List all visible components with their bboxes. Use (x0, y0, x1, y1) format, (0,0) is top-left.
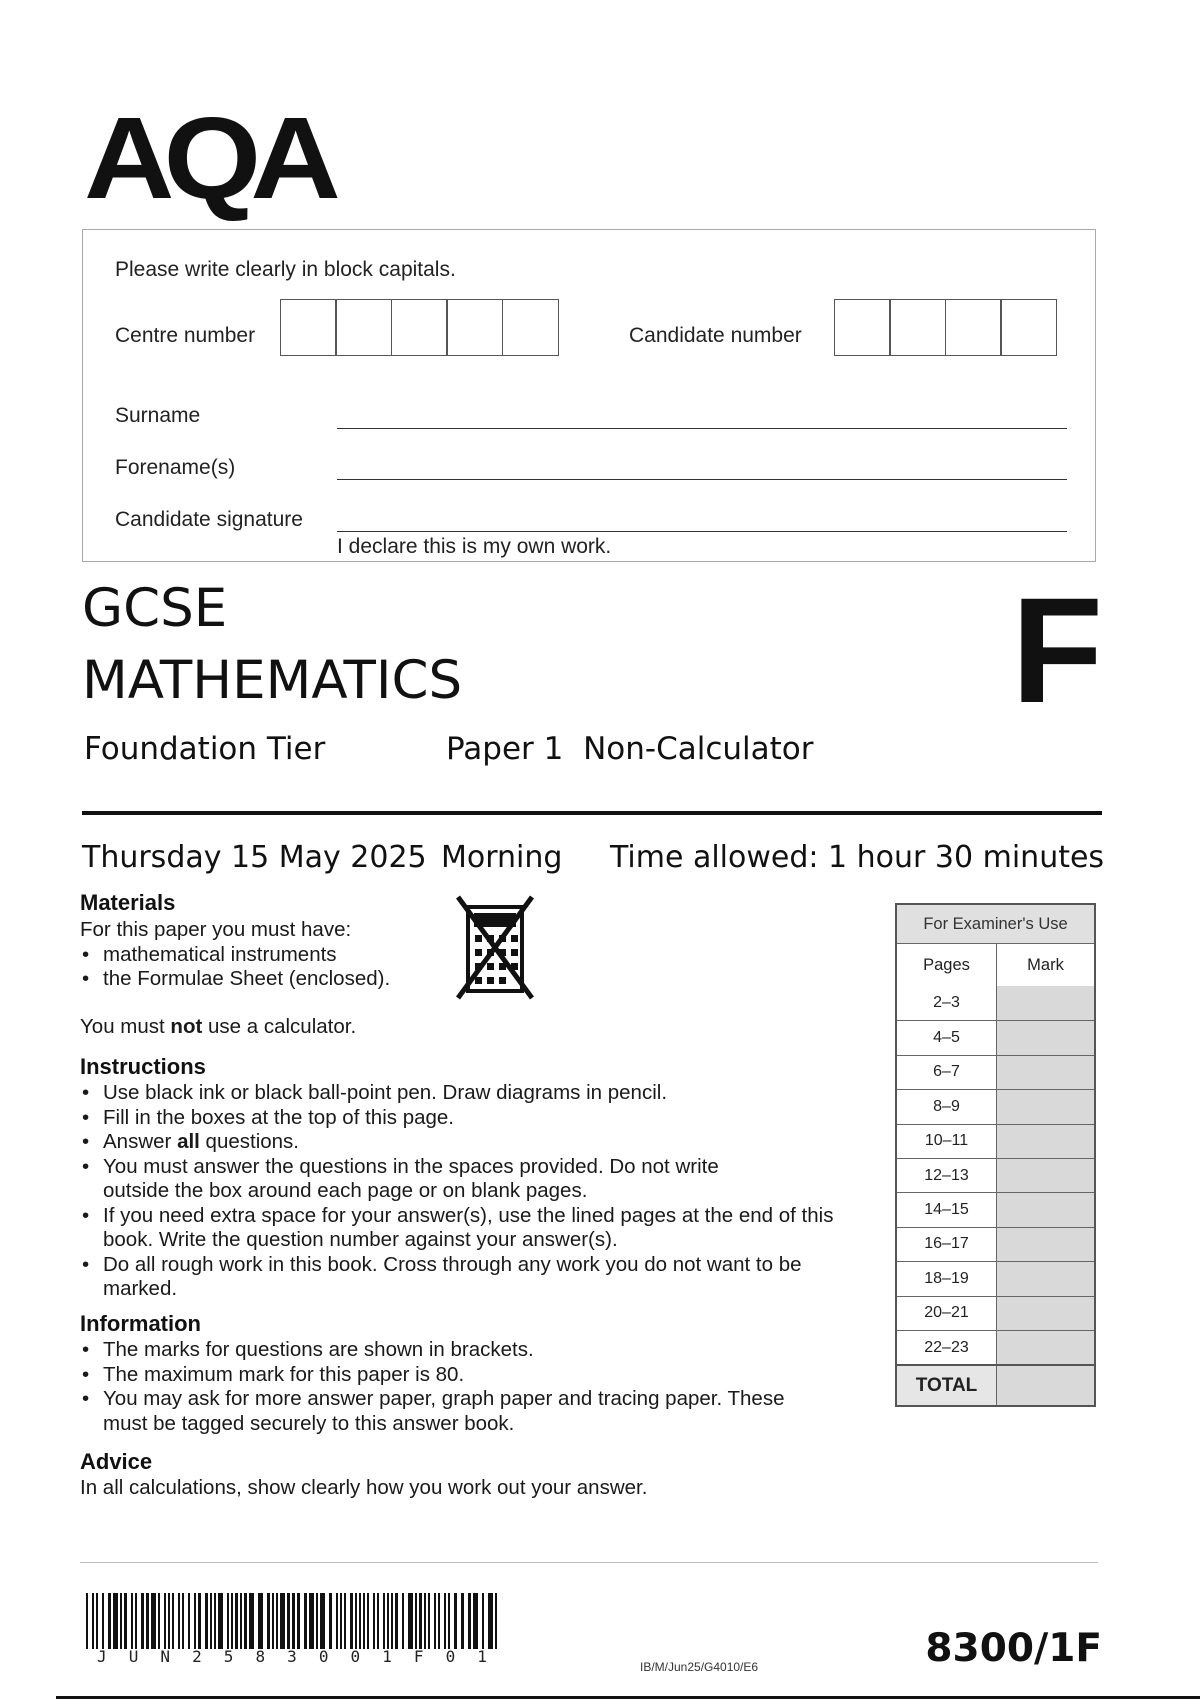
barcode-bar (336, 1593, 338, 1649)
information-heading: Information (80, 1311, 201, 1336)
mark-cell (997, 1125, 1094, 1158)
barcode-bar (124, 1593, 127, 1649)
centre-number-label: Centre number (115, 324, 256, 347)
barcode-bar (188, 1593, 190, 1649)
pages-cell: 10–11 (897, 1125, 997, 1158)
advice-heading: Advice (80, 1449, 153, 1474)
candidate-digit-box[interactable] (889, 299, 946, 356)
barcode-bar (258, 1593, 263, 1649)
barcode (86, 1593, 498, 1649)
list-item: • the Formulae Sheet (enclosed). (103, 967, 440, 992)
paper-code: 8300/1F (925, 1626, 1102, 1671)
barcode-digit: F (413, 1647, 424, 1666)
centre-digit-box[interactable] (502, 299, 559, 356)
barcode-bar (92, 1593, 94, 1649)
examiners-use-table (895, 903, 1096, 1407)
barcode-digit: U (128, 1647, 139, 1666)
pages-cell: 6–7 (897, 1056, 997, 1089)
barcode-digit: 2 (192, 1647, 202, 1666)
exam-session: Morning (441, 840, 563, 875)
table-row (897, 1330, 1094, 1364)
barcode-bar (367, 1593, 369, 1649)
calculator-notice-pre: You must (80, 1015, 171, 1038)
barcode-bar (329, 1593, 332, 1649)
barcode-bar (468, 1593, 471, 1649)
pages-cell: 8–9 (897, 1090, 997, 1123)
barcode-bar (373, 1593, 375, 1649)
barcode-bar (214, 1593, 216, 1649)
mark-cell (997, 1193, 1094, 1226)
barcode-bar (240, 1593, 242, 1649)
candidate-digit-box[interactable] (1000, 299, 1057, 356)
barcode-bar (102, 1593, 104, 1649)
barcode-digit: 1 (477, 1647, 487, 1666)
barcode-bar (131, 1593, 133, 1649)
centre-number-boxes[interactable] (281, 299, 559, 356)
barcode-bar (395, 1593, 398, 1649)
barcode-bar (297, 1593, 300, 1649)
barcode-digit: 1 (382, 1647, 392, 1666)
barcode-bar (96, 1593, 98, 1649)
materials-list (80, 943, 440, 992)
barcode-digit: 5 (223, 1647, 234, 1666)
barcode-bar (168, 1593, 170, 1649)
barcode-bar (359, 1593, 361, 1649)
barcode-bar (210, 1593, 212, 1649)
barcode-bar (86, 1593, 88, 1649)
instructions-list (80, 1081, 850, 1302)
list-item: • If you need extra space for your answer(s), use the lined pages at the end of this book. Write the question number against your answer(s). (103, 1204, 843, 1253)
mark-cell (997, 1021, 1094, 1054)
barcode-bar (235, 1593, 238, 1649)
mark-cell (997, 1056, 1094, 1089)
pages-cell: 22–23 (897, 1331, 997, 1364)
list-item (103, 1130, 850, 1155)
barcode-bar (363, 1593, 365, 1649)
barcode-bar (377, 1593, 379, 1649)
barcode-bar (488, 1593, 493, 1649)
signature-field[interactable] (337, 531, 1067, 532)
mark-cell (997, 1228, 1094, 1261)
instruction-text: questions. (199, 1130, 300, 1153)
table-row (897, 1158, 1094, 1192)
barcode-bar (113, 1593, 118, 1649)
barcode-bar (227, 1593, 229, 1649)
declaration-text: I declare this is my own work. (337, 535, 612, 558)
table-row (897, 1055, 1094, 1089)
barcode-bar (415, 1593, 417, 1649)
barcode-bar (408, 1593, 413, 1649)
table-row (897, 1227, 1094, 1261)
materials-heading: Materials (80, 890, 176, 915)
instruction-text: Answer (103, 1130, 178, 1153)
barcode-bar (267, 1593, 270, 1649)
pages-cell: 12–13 (897, 1159, 997, 1192)
calculator-notice-post: use a calculator. (202, 1015, 357, 1038)
barcode-bar (320, 1593, 325, 1649)
pages-cell: 4–5 (897, 1021, 997, 1054)
list-item: • The marks for questions are shown in brackets. (103, 1338, 800, 1363)
barcode-bar (205, 1593, 208, 1649)
barcode-bar (198, 1593, 201, 1649)
signature-label: Candidate signature (115, 508, 303, 531)
barcode-bar (218, 1593, 223, 1649)
barcode-digit: 0 (445, 1647, 456, 1666)
surname-field[interactable] (337, 428, 1067, 429)
barcode-bar (280, 1593, 285, 1649)
paper-name: Paper 1 Non-Calculator (446, 731, 814, 767)
table-row (897, 1020, 1094, 1054)
total-row (897, 1364, 1094, 1405)
candidate-number-label: Candidate number (629, 324, 802, 347)
barcode-bar (454, 1593, 457, 1649)
total-label: TOTAL (897, 1366, 997, 1405)
table-row (897, 1192, 1094, 1226)
barcode-digit: 8 (255, 1647, 266, 1666)
barcode-bar (151, 1593, 156, 1649)
list-item: • Fill in the boxes at the top of this page. (103, 1106, 850, 1131)
barcode-bar (146, 1593, 149, 1649)
barcode-bar (344, 1593, 346, 1649)
centre-digit-box[interactable] (446, 299, 503, 356)
table-header-row (897, 943, 1094, 986)
instructions-heading: Instructions (80, 1054, 206, 1079)
exam-date: Thursday 15 May 2025 (82, 840, 427, 875)
barcode-bar (495, 1593, 497, 1649)
barcode-bar (309, 1593, 314, 1649)
table-row (897, 1296, 1094, 1330)
centre-digit-box[interactable] (280, 299, 337, 356)
list-item: • mathematical instruments (103, 943, 440, 968)
barcode-bar (287, 1593, 290, 1649)
advice-section (80, 1449, 840, 1501)
examiners-use-title: For Examiner's Use (897, 905, 1094, 943)
page-bottom-border (56, 1696, 1200, 1699)
header-divider (82, 811, 1102, 815)
barcode-bar (231, 1593, 233, 1649)
barcode-bar (355, 1593, 357, 1649)
barcode-bar (473, 1593, 478, 1649)
barcode-bar (108, 1593, 111, 1649)
barcode-bar (428, 1593, 430, 1649)
mark-column-header: Mark (997, 944, 1094, 986)
mark-cell (997, 1297, 1094, 1330)
list-item: • Do all rough work in this book. Cross through any work you do not want to be marked. (103, 1253, 853, 1302)
table-row (897, 1089, 1094, 1123)
subject-title: MATHEMATICS (82, 650, 463, 711)
information-list (80, 1338, 800, 1436)
tier-name: Foundation Tier (84, 731, 326, 767)
centre-digit-box[interactable] (391, 299, 448, 356)
document-reference: IB/M/Jun25/G4010/E6 (640, 1660, 759, 1674)
barcode-bar (178, 1593, 180, 1649)
pages-cell: 14–15 (897, 1193, 997, 1226)
barcode-bar (482, 1593, 484, 1649)
pages-column-header: Pages (897, 944, 997, 986)
materials-section (80, 890, 440, 992)
table-row (897, 1124, 1094, 1158)
barcode-bar (461, 1593, 464, 1649)
list-item: • Use black ink or black ball-point pen. Draw diagrams in pencil. (103, 1081, 850, 1106)
barcode-bar (434, 1593, 436, 1649)
barcode-bar (438, 1593, 440, 1649)
surname-label: Surname (115, 404, 201, 427)
tier-letter: F (1011, 566, 1103, 734)
pages-cell: 20–21 (897, 1297, 997, 1330)
pages-cell: 16–17 (897, 1228, 997, 1261)
candidate-digit-box[interactable] (945, 299, 1002, 356)
qualification-title: GCSE (82, 578, 228, 639)
footer-divider (80, 1562, 1098, 1563)
barcode-bar (194, 1593, 196, 1649)
barcode-bar (158, 1593, 160, 1649)
candidate-digit-box[interactable] (834, 299, 891, 356)
advice-text: In all calculations, show clearly how you work out your answer. (80, 1476, 648, 1499)
calculator-notice-emphasis: not (170, 1015, 203, 1038)
barcode-digit: 3 (287, 1647, 297, 1666)
candidate-number-boxes[interactable] (835, 299, 1057, 356)
mark-cell (997, 1090, 1094, 1123)
crossed-out-calculator-icon (456, 895, 534, 1000)
barcode-bar (135, 1593, 137, 1649)
mark-cell (997, 986, 1094, 1020)
barcode-bar (244, 1593, 247, 1649)
calculator-notice (80, 1015, 356, 1040)
mark-cell (997, 1159, 1094, 1192)
barcode-bar (340, 1593, 342, 1649)
block-capitals-instruction: Please write clearly in block capitals. (115, 258, 456, 281)
barcode-bar (383, 1593, 385, 1649)
barcode-bar (402, 1593, 404, 1649)
barcode-bar (141, 1593, 144, 1649)
barcode-digit: 0 (350, 1647, 361, 1666)
barcode-digit: N (160, 1647, 171, 1666)
materials-intro: For this paper you must have: (80, 918, 352, 941)
barcode-bar (350, 1593, 353, 1649)
table-row (897, 986, 1094, 1020)
time-allowed: Time allowed: 1 hour 30 minutes (610, 840, 1105, 875)
barcode-bar (272, 1593, 274, 1649)
barcode-bar (316, 1593, 318, 1649)
barcode-bar (164, 1593, 166, 1649)
barcode-bar (387, 1593, 389, 1649)
mark-cell (997, 1262, 1094, 1295)
barcode-bar (424, 1593, 426, 1649)
barcode-bar (249, 1593, 254, 1649)
instructions-section (80, 1054, 850, 1302)
barcode-bar (444, 1593, 446, 1649)
barcode-bar (120, 1593, 122, 1649)
forename-label: Forename(s) (115, 456, 236, 479)
barcode-bar (419, 1593, 422, 1649)
list-item: • You may ask for more answer paper, graph paper and tracing paper. These must be tagged securely to this answer book. (103, 1387, 793, 1436)
centre-digit-box[interactable] (335, 299, 392, 356)
barcode-bar (292, 1593, 295, 1649)
forename-field[interactable] (337, 479, 1067, 480)
list-item: • You must answer the questions in the spaces provided. Do not write outside the box around each page or on blank pages. (103, 1155, 783, 1204)
pages-cell: 2–3 (897, 986, 997, 1020)
barcode-bar (276, 1593, 278, 1649)
mark-cell (997, 1331, 1094, 1364)
barcode-digits (86, 1647, 498, 1666)
table-row (897, 1261, 1094, 1295)
barcode-bar (304, 1593, 307, 1649)
instruction-emphasis: all (177, 1130, 200, 1153)
barcode-bar (448, 1593, 450, 1649)
information-section (80, 1311, 800, 1436)
total-mark-cell (997, 1366, 1094, 1405)
barcode-bar (391, 1593, 393, 1649)
aqa-logo: AQA (84, 93, 331, 223)
pages-cell: 18–19 (897, 1262, 997, 1295)
barcode-bar (172, 1593, 174, 1649)
barcode-digit: J (97, 1647, 107, 1666)
list-item: • The maximum mark for this paper is 80. (103, 1363, 800, 1388)
barcode-bar (182, 1593, 184, 1649)
barcode-digit: 0 (318, 1647, 329, 1666)
